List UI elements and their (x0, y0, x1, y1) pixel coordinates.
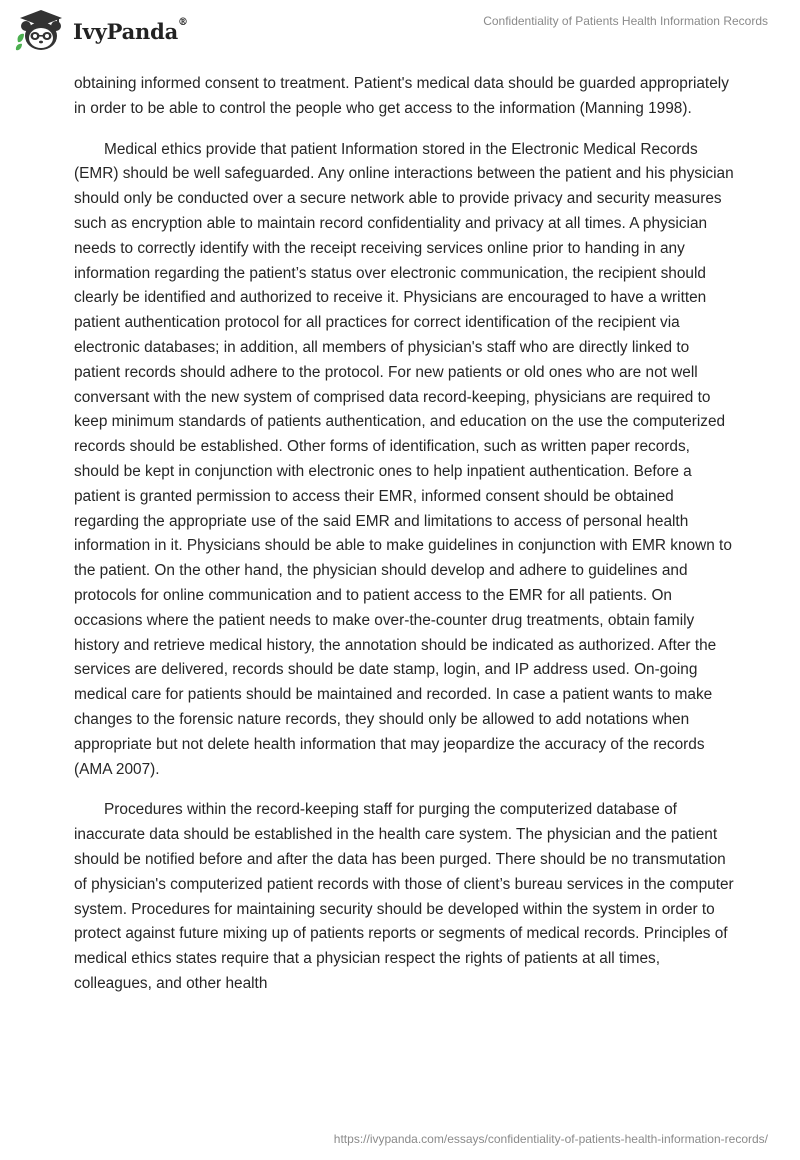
source-url[interactable]: https://ivypanda.com/essays/confidentiality-of-patients-health-information-records/ (333, 1132, 768, 1146)
essay-body (74, 72, 734, 1013)
paragraph-purging-procedures: Procedures within the record-keeping staff for purging the computerized database of inaccurate data should be established in the health care system. The physician and the patient should be notified before and after the data has been purged. There should be no transmutation of physician's computerized patient records with those of client’s bureau services in the computer system. Procedures for maintaining security should be developed within the system in order to protect against future mixing up of patients reports or segments of medical records. Principles of medical ethics states require that a physician respect the rights of patients at all times, colleagues, and other health (74, 801, 734, 992)
document-title: Confidentiality of Patients Health Information Records (483, 14, 768, 28)
ivypanda-logo[interactable] (12, 8, 188, 54)
page-header (0, 0, 800, 64)
logo-wordmark: IvyPanda® (73, 16, 188, 44)
paragraph-emr-ethics: Medical ethics provide that patient Information stored in the Electronic Medical Records (EMR) should be well safeguarded. Any online interactions between the patient and his physician should only be conducted over a secure network able to provide privacy and security measures such as encryption able to maintain record confidentiality and privacy at all times. A physician needs to correctly identify with the receipt receiving services online prior to handing in any information regarding the patient’s status over electronic communication, the recipient should clearly be identified and authorized to receive it. Physicians are encouraged to have a written patient authentication protocol for all practices for correct identification of the recipient via electronic databases; in addition, all members of physician's staff who are directly linked to patient records should adhere to the protocol. For new patients or old ones who are not well conversant with the new system of comprised data record-keeping, physicians are required to keep minimum standards of patients authentication, and education on the use the computerized records should be established. Other forms of identification, such as written paper records, should be kept in conjunction with electronic ones to help inpatient authentication. Before a patient is granted permission to access their EMR, informed consent should be obtained regarding the appropriate use of the said EMR and limitations to access of personal health information in it. Physicians should be able to make guidelines in conjunction with EMR known to the patient. On the other hand, the physician should develop and adhere to guidelines and protocols for online communication and to patient access to the EMR for all patients. On occasions where the patient needs to make over-the-counter drug treatments, obtain family history and retrieve medical history, the annotation should be indicated as authorized. After the services are delivered, records should be date stamp, login, and IP address used. On-going medical care for patients should be maintained and recorded. In case a patient wants to make changes to the forensic nature records, they should only be allowed to add notations when appropriate but not delete health information that may jeopardize the accuracy of the records (AMA 2007). (74, 140, 734, 778)
paragraph-continued: obtaining informed consent to treatment. Patient's medical data should be guarded appropriately in order to be able to control the people who get access to the information (Manning 1998). (74, 75, 729, 117)
panda-logo-icon (12, 8, 70, 54)
